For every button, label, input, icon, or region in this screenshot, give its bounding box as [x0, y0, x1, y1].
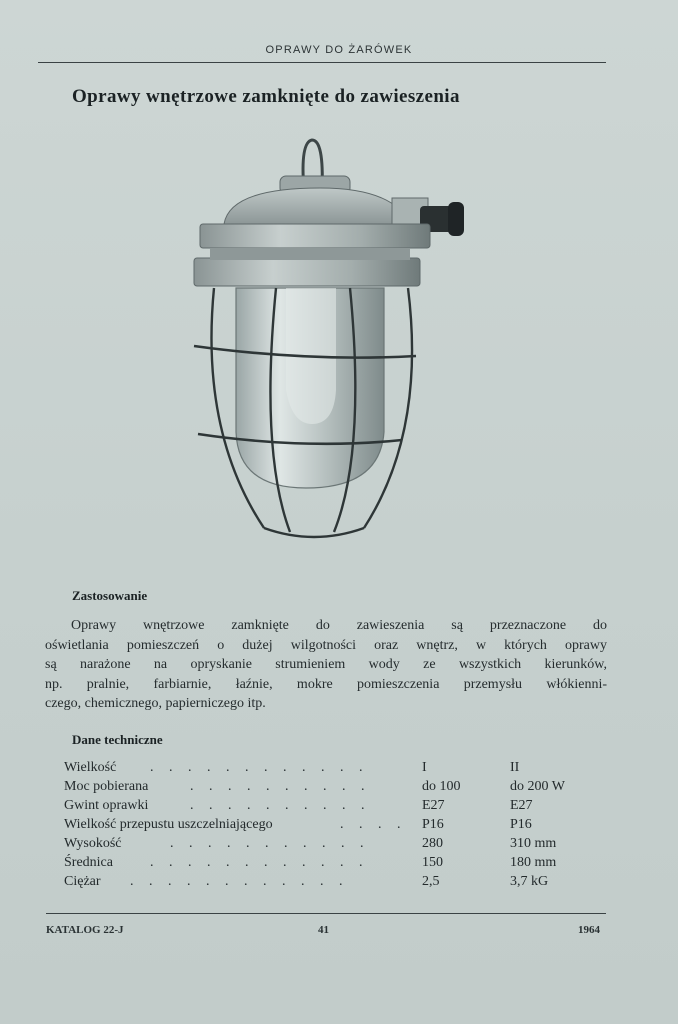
table-row [64, 777, 604, 796]
table-row [64, 834, 604, 853]
table-row [64, 853, 604, 872]
spec-label: Wielkość przepustu uszczelniającego [64, 817, 273, 832]
spec-label: Wielkość [64, 760, 117, 775]
catalog-number: KATALOG 22-J [46, 924, 124, 936]
spec-value-size-1: do 100 [422, 779, 461, 794]
spec-value-size-2: do 200 W [510, 779, 565, 794]
technical-data-heading: Dane techniczne [72, 732, 163, 747]
spec-value-size-1: 2,5 [422, 874, 440, 889]
spec-value-size-1: 150 [422, 855, 443, 870]
application-paragraph [45, 616, 607, 714]
page-title: Oprawy wnętrzowe zamknięte do zawieszenia [72, 86, 460, 107]
top-rule [38, 62, 606, 63]
bottom-rule [46, 913, 606, 914]
spec-value-size-2: 310 mm [510, 836, 557, 851]
spec-label: Ciężar [64, 874, 101, 889]
paragraph-line: Oprawy wnętrzowe zamknięte do zawieszenia są przeznaczone do [71, 618, 607, 633]
spec-label: Gwint oprawki [64, 798, 149, 813]
table-row [64, 815, 604, 834]
spec-value-size-2: II [510, 760, 520, 775]
spec-label: Moc pobierana [64, 779, 149, 794]
technical-data-table [64, 758, 604, 891]
leader-dots: . . . . . . . . . . . . [130, 874, 349, 889]
spec-value-size-2: P16 [510, 817, 532, 832]
spec-label: Średnica [64, 855, 113, 870]
leader-dots: . . . . [340, 817, 407, 832]
spec-value-size-1: 280 [422, 836, 443, 851]
paragraph-line: np. pralnie, farbiarnie, łaźnie, mokre pomieszczenia przemysłu włókienni- [45, 676, 607, 692]
spec-value-size-1: P16 [422, 817, 444, 832]
paragraph-line: czego, chemicznego, papierniczego itp. [45, 696, 266, 711]
table-row [64, 796, 604, 815]
leader-dots: . . . . . . . . . . . . [150, 855, 369, 870]
leader-dots: . . . . . . . . . . . [170, 836, 370, 851]
spec-value-size-2: E27 [510, 798, 533, 813]
spec-value-size-2: 3,7 kG [510, 874, 549, 889]
leader-dots: . . . . . . . . . . [190, 798, 371, 813]
page-number: 41 [318, 924, 329, 936]
spec-value-size-1: I [422, 760, 427, 775]
leader-dots: . . . . . . . . . . [190, 779, 371, 794]
paragraph-line: są narażone na opryskanie strumieniem wody ze wszystkich kierunków, [45, 657, 607, 672]
leader-dots: . . . . . . . . . . . . [150, 760, 369, 775]
spec-value-size-1: E27 [422, 798, 445, 813]
table-row [64, 758, 604, 777]
caged-pendant-lamp-illustration [180, 132, 480, 552]
paragraph-line: oświetlania pomieszczeń o dużej wilgotności oraz wnętrz, w których oprawy [45, 637, 607, 653]
spec-label: Wysokość [64, 836, 122, 851]
application-heading: Zastosowanie [72, 588, 148, 603]
spec-value-size-2: 180 mm [510, 855, 557, 870]
running-head: OPRAWY DO ŻARÓWEK [265, 44, 413, 56]
table-row [64, 872, 604, 891]
year: 1964 [578, 924, 600, 936]
